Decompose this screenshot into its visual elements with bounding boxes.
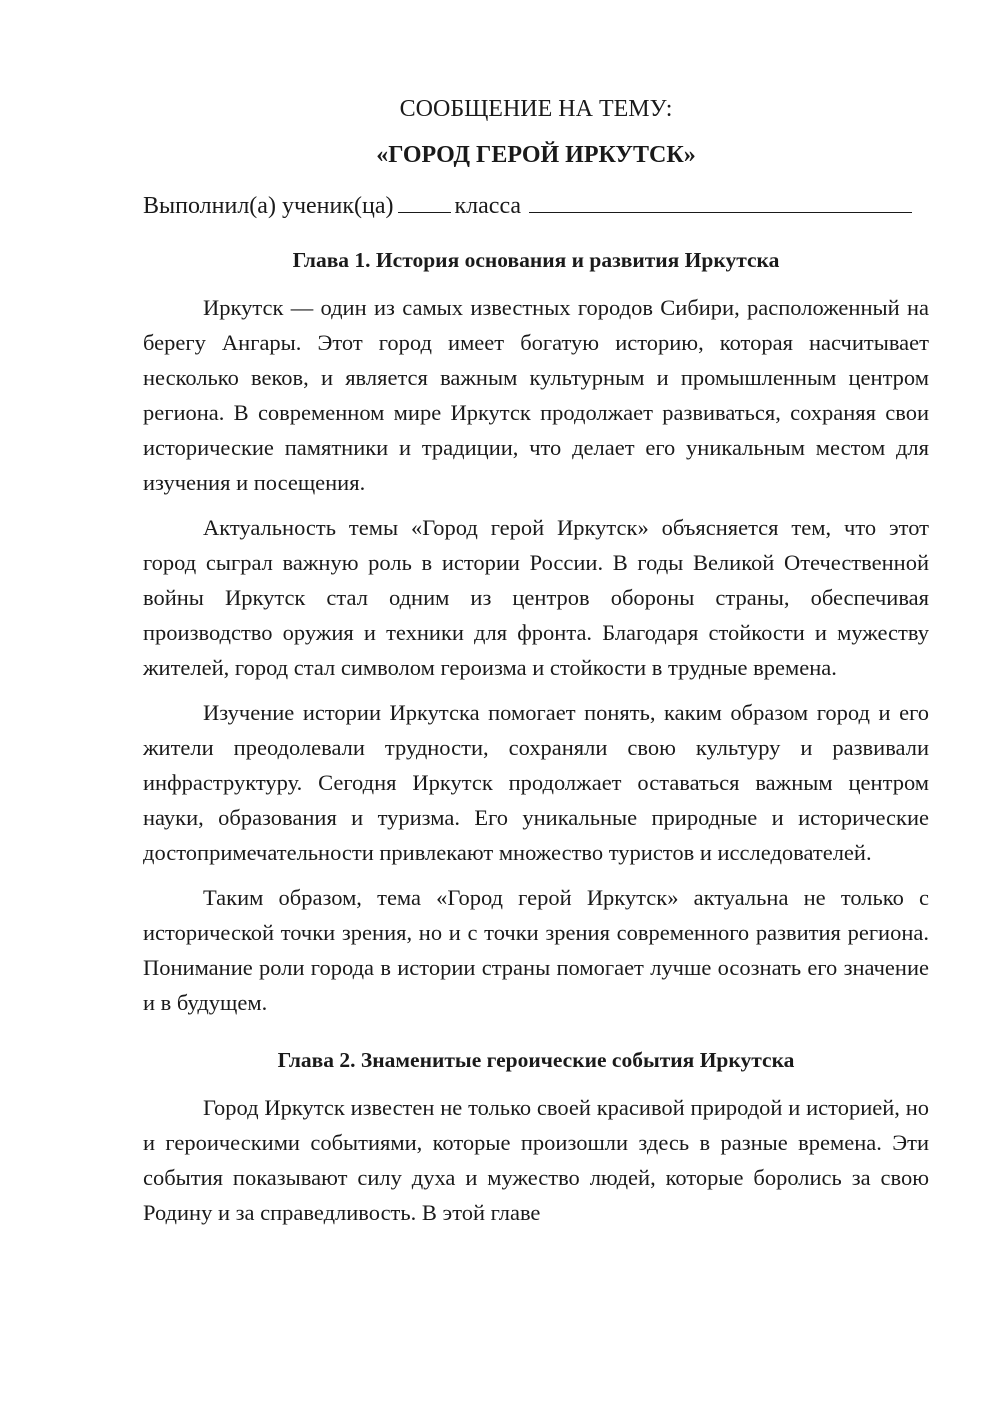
chapter-2-heading: Глава 2. Знаменитые героические события Иркутска [277, 1048, 795, 1072]
grade-blank-field[interactable] [398, 192, 451, 213]
chapter-2-paragraph-1: Город Иркутск известен не только своей красивой природой и историей, но и героическими событиями, которые произошли здесь в разные времена. Эти события показывают силу духа и мужество людей, которые боролись за свою Родину и за справедливость. В этой главе [143, 1095, 929, 1225]
chapter-2-body [143, 1090, 929, 1267]
chapter-1-paragraph-2: Актуальность темы «Город герой Иркутск» объясняется тем, что этот город сыграл важную роль в истории России. В годы Великой Отечественной войны Иркутск стал одним из центров обороны страны, обеспечивая производство оружия и техники для фронта. Благодаря стойкости и мужеству жителей, город стал символом героизма и стойкости в трудные времена. [143, 515, 929, 680]
document-title-line-1: СООБЩЕНИЕ НА ТЕМУ: [399, 96, 673, 122]
document-page [143, 86, 929, 1267]
chapter-1-paragraph-4: Таким образом, тема «Город герой Иркутск» актуальна не только с исторической точки зрения, но и с точки зрения современного развития региона. Понимание роли города в истории страны помогает лучше осознать его значение и в будущем. [143, 885, 929, 1015]
class-label: класса [454, 193, 522, 219]
chapter-1-paragraph-1: Иркутск — один из самых известных городов Сибири, расположенный на берегу Ангары. Этот город имеет богатую историю, которая насчитывает несколько веков, и является важным культурным и промышленным центром региона. В современном мире Иркутск продолжает развиваться, сохраняя свои исторические памятники и традиции, что делает его уникальным местом для изучения и посещения. [143, 295, 929, 495]
author-label: Выполнил(а) ученик(ца) [143, 193, 394, 219]
document-title-line-2: «ГОРОД ГЕРОЙ ИРКУТСК» [376, 142, 696, 168]
name-blank-field[interactable] [529, 192, 912, 213]
author-line [143, 188, 929, 224]
chapter-1-paragraph-3: Изучение истории Иркутска помогает понять, каким образом город и его жители преодолевали трудности, сохраняли свою культуру и развивали инфраструктуру. Сегодня Иркутск продолжает оставаться важным центром науки, образования и туризма. Его уникальные природные и исторические достопримечательности привлекают множество туристов и исследователей. [143, 700, 929, 865]
chapter-1-heading: Глава 1. История основания и развития Иркутска [292, 248, 780, 272]
chapter-1-body [143, 290, 929, 1020]
